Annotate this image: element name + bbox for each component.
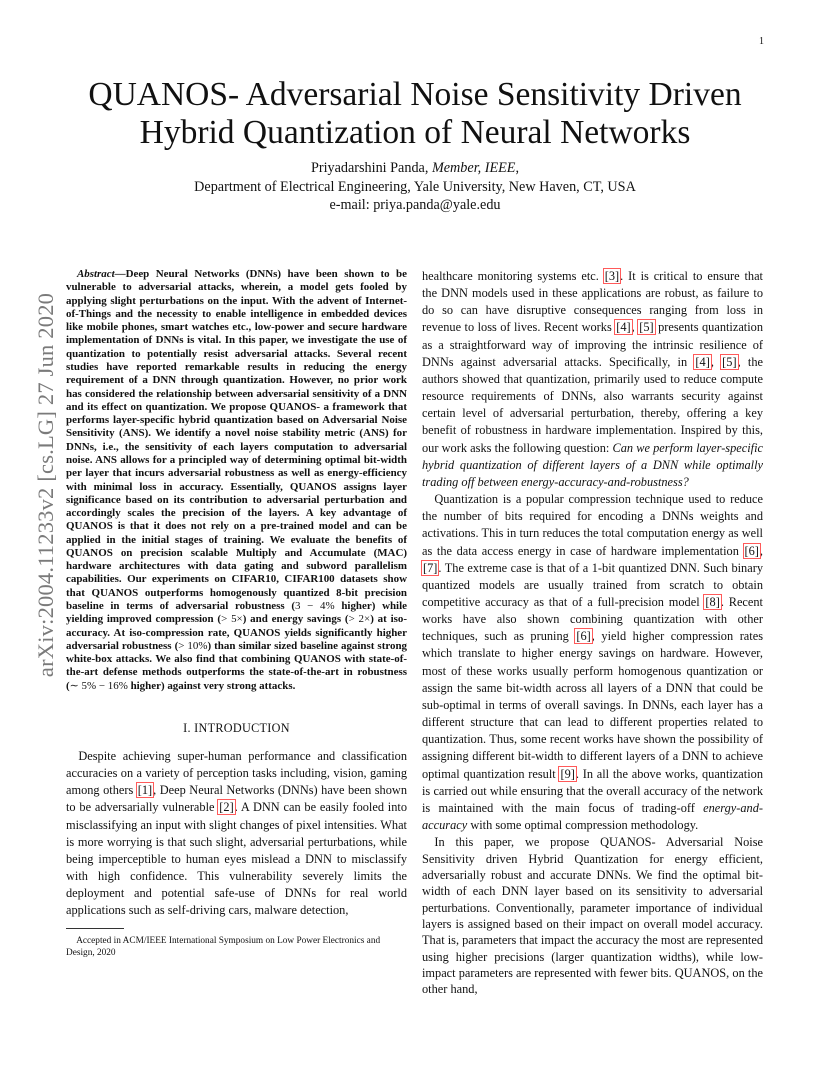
citation-link[interactable]: [6] (744, 543, 759, 558)
citation-link[interactable]: [1] (137, 783, 153, 798)
citation-link[interactable]: [2] (219, 800, 234, 815)
footnote-divider (66, 928, 124, 929)
citation-link[interactable]: [5] (639, 320, 654, 335)
right-column (422, 268, 763, 998)
body-paragraph: In this paper, we propose QUANOS- Adversarial Noise Sensitivity driven Hybrid Quantization for energy efficient, adversarially robust and accurate DNNs. We find the optimal bit-width of each DNN layer based on its sensitivity to adversarial perturbations. Conventionally, parameter importance of individual layers is assigned based on their impact on overall model accuracy. That is, parameters that impact the accuracy the most are represented using higher precisions (larger quantization widths), while low-impact parameters are represented with fewer bits. QUANOS, on the other hand, (422, 835, 764, 997)
section-heading-introduction: I. INTRODUCTION (183, 721, 290, 735)
citation-link[interactable]: [9] (560, 766, 575, 781)
author-block (70, 159, 760, 215)
math-expression: 3 − 4% (295, 600, 335, 613)
citation-link[interactable]: [4] (695, 354, 710, 369)
citation-link[interactable]: [4] (616, 320, 631, 335)
research-question: Can we perform layer-specific hybrid quantization of different layers of a DNN while optimally trading off between energy-accuracy-and-robustness? (422, 440, 764, 489)
body-paragraph: healthcare monitoring systems etc. [3]. It is critical to ensure that the DNN models used in these applications are robust, as failure to do so can have disruptive consequences ranging from loss in revenue to loss of lives. Recent works [4], [5] presents quantization as a straightforward way of improving the intrinsic resilience of DNNs against adversarial attacks. Specifically, in [4], [5], the authors showed that quantization, primarily used to reduce compute resource requirements of DNNs, also warrants security against certain level of adversarial perturbation, thereby, offering a key benefit of robustness in hardware implementation. Inspired by this, our work asks the following question: Can we perform layer-specific hybrid quantization of different layers of a DNN while optimally trading off between energy-accuracy-and-robustness? (422, 269, 764, 489)
body-paragraph: Quantization is a popular compression technique used to reduce the number of bits required for encoding a DNNs weights and activations. This in turn reduces the total computation energy as well as the data access energy in case of hardware implementation [6], [7]. The extreme case is that of a 1-bit quantized DNN. Such binary quantized models are usually trained from scratch to obtain competitive accuracy as that of a full-precision model [8]. Recent works have also shown combining quantization with other techniques, such as pruning [6], yield higher compression rates which translate to higher energy savings on hardware. However, most of these works usually perform homogenous quantization or assign the same bit-width across all layers of a DNN that could be sub-optimal in terms of overall savings. In DNNs, each layer has a different structure that can lead to different properties related to quantization. Thus, some recent works have shown the possibility of assigning different bit-width to different layers of a DNN to achieve optimal quantization result [9]. In all the above works, quantization is carried out while ensuring that the overall accuracy of the network is maintained with the main focus of trading-off energy-and-accuracy with some optimal compression methodology. (422, 492, 763, 832)
arxiv-identifier-stamp: arXiv:2004.11233v2 [cs.LG] 27 Jun 2020 (33, 292, 58, 678)
author-affiliation: Department of Electrical Engineering, Yale University, New Haven, CT, USA (194, 178, 636, 195)
math-expression: > 5× (221, 613, 243, 626)
math-expression: > 2× (348, 613, 371, 626)
citation-link[interactable]: [6] (576, 629, 591, 644)
author-email: e-mail: priya.panda@yale.edu (329, 197, 501, 213)
citation-link[interactable]: [3] (604, 269, 620, 283)
left-column (66, 268, 407, 959)
author-membership: Member, IEEE (431, 160, 516, 176)
author-name: Priyadarshini Panda, (310, 160, 432, 176)
citation-link[interactable]: [7] (423, 560, 438, 575)
author-line: Priyadarshini Panda, Member, IEEE, (310, 160, 520, 176)
abstract: Abstract—Deep Neural Networks (DNNs) have been shown to be vulnerable to adversarial attacks, wherein, a model gets fooled by applying slight perturbations on the input. With the advent of Internet-of-Things and the necessity to enable intelligence in embedded devices like mobile phones, smart watches etc., low-power and secure hardware implementation of DNNs is vital. In this paper, we investigate the use of quantization to potentially resist adversarial attacks. Several recent studies have reported remarkable results in reducing the energy requirement of a DNN through quantization. However, no prior work has considered the relationship between adversarial sensitivity of a DNN and its effect on quantization. We propose QUANOS- a framework that performs layer-specific hybrid quantization based on Adversarial Noise Sensitivity (ANS). We identify a novel noise stability metric (ANS) for DNNs, i.e., the sensitivity of each layers computation to adversarial noise. ANS allows for a principled way of determining optimal bit-width per layer that incurs adversarial robustness as well as energy-efficiency with minimal loss in accuracy. Essentially, QUANOS assigns layer significance based on its contribution to adversarial perturbation and accordingly scales the precision of the layers. A key advantage of QUANOS is that it does not rely on a pre-trained model and can be applied in the initial stages of training. We evaluate the benefits of QUANOS on precision scalable Multiply and Accumulate (MAC) hardware architectures with data gating and subword parallelism capabilities. Our experiments on CIFAR10, CIFAR100 datasets show that QUANOS outperforms homogenously quantized 8-bit precision baseline in terms of adversarial robustness (3 − 4% higher) while yielding improved compression (> 5×) and energy savings (> 2×) at iso-accuracy. At iso-compression rate, QUANOS yields significantly higher adversarial robustness (> 10%) than similar sized baseline against strong white-box attacks. We also find that combining QUANOS with state-of-the-art defense methods outperforms the state-of-the-art in robustness (∼ 5% − 16% higher) against very strong attacks. (66, 268, 408, 692)
math-expression: > 10% (178, 639, 208, 652)
citation-link[interactable]: [5] (722, 354, 737, 369)
footnote: Accepted in ACM/IEEE International Symposium on Low Power Electronics and Design, 2020 (66, 935, 381, 958)
page-number: 1 (759, 36, 764, 47)
math-expression: ∼ 5% − 16% (69, 679, 128, 692)
intro-paragraph: Despite achieving super-human performance and classification accuracies on a variety of perception tasks including, vision, gaming among others [1], Deep Neural Networks (DNNs) have been shown to be adversarially vulnerable [2]. A DNN can be easily fooled into misclassifying an input with slight changes of pixel intensities. What is more worrying is that such slight, adversarial perturbations, while being imperceptible to human eyes mislead a DNN to misclassify with high confidence. This vulnerability severely limits the deployment and potential safe-use of DNNs for real world applications such as self-driving cars, malware detection, (66, 749, 407, 918)
abstract-label: Abstract (76, 268, 115, 280)
paper-title: QUANOS- Adversarial Noise Sensitivity Driven Hybrid Quantization of Neural Networks (88, 76, 742, 151)
emphasis: energy-and-accuracy (422, 800, 763, 832)
citation-link[interactable]: [8] (705, 594, 720, 609)
